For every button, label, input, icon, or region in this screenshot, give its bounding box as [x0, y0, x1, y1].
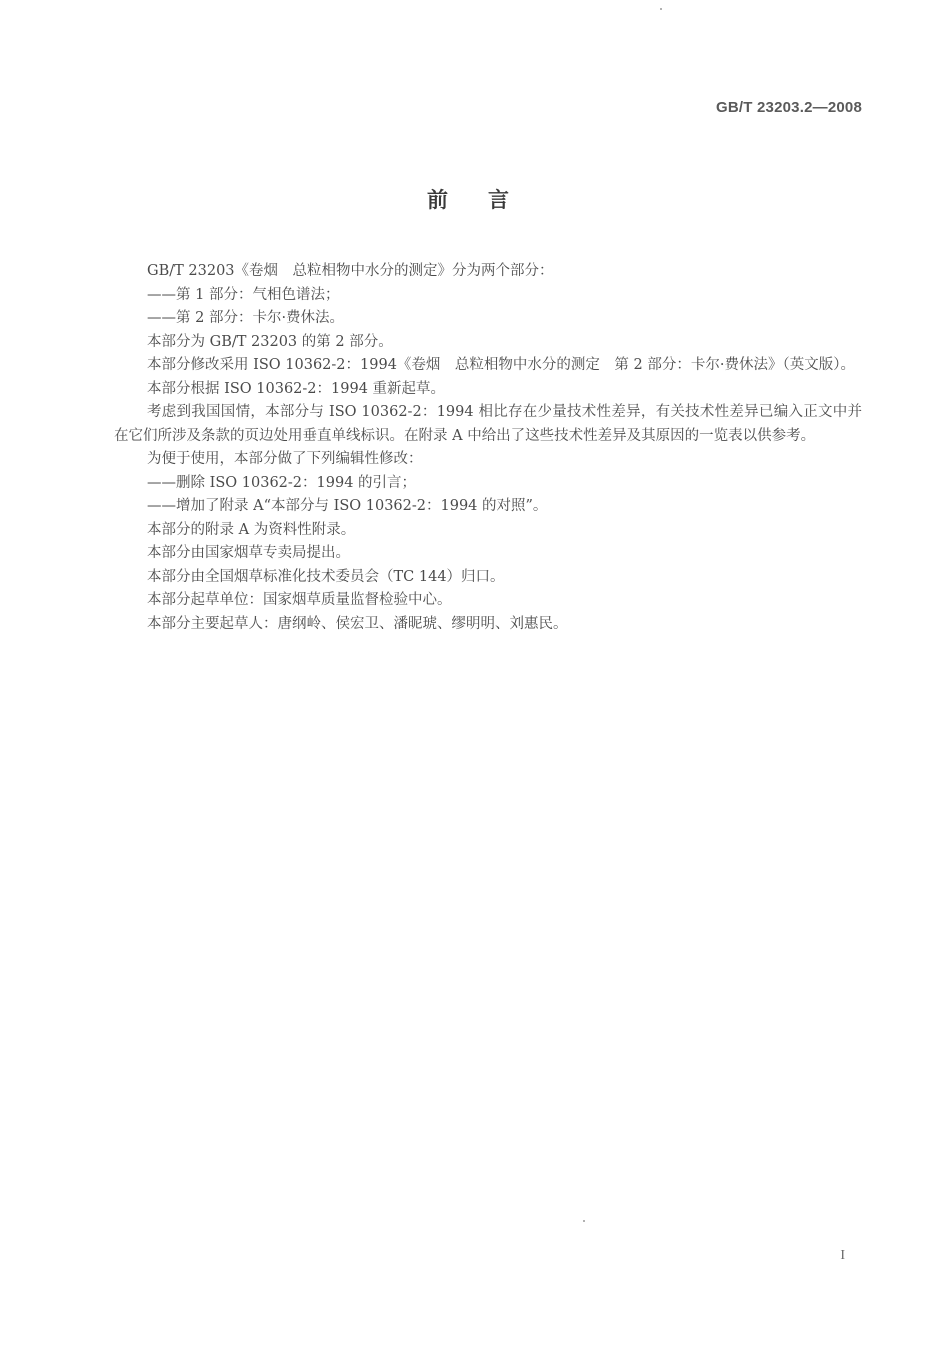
- paragraph: 本部分的附录 A 为资料性附录。: [147, 521, 356, 538]
- foreword-body: [114, 260, 862, 636]
- paragraph: 本部分根据 ISO 10362-2：1994 重新起草。: [147, 380, 446, 397]
- paragraph: 本部分由国家烟草专卖局提出。: [147, 545, 350, 561]
- list-item: ——增加了附录 A“本部分与 ISO 10362-2：1994 的对照”。: [147, 498, 548, 514]
- page-title: 前言: [427, 188, 549, 212]
- paragraph: 为便于使用，本部分做了下列编辑性修改：: [147, 451, 423, 467]
- page-number: I: [840, 1248, 845, 1263]
- list-item: ——删除 ISO 10362-2：1994 的引言；: [147, 474, 417, 491]
- paragraph: GB/T 23203《卷烟 总粒相物中水分的测定》分为两个部分：: [147, 263, 554, 279]
- paragraph: 本部分起草单位：国家烟草质量监督检验中心。: [147, 592, 452, 608]
- paragraph: 本部分修改采用 ISO 10362-2：1994《卷烟 总粒相物中水分的测定 第 2 部分：卡尔·费休法》（英文版）。: [147, 357, 855, 373]
- list-item: ——第 1 部分：气相色谱法；: [147, 286, 340, 303]
- paragraph: 本部分由全国烟草标准化技术委员会（TC 144）归口。: [147, 568, 505, 585]
- paragraph: 本部分为 GB/T 23203 的第 2 部分。: [147, 333, 393, 350]
- scan-speck: [583, 1220, 585, 1222]
- list-item: ——第 2 部分：卡尔·费休法。: [147, 310, 345, 326]
- scan-speck: [660, 8, 662, 10]
- paragraph: 本部分主要起草人：唐纲岭、侯宏卫、潘昵琥、缪明明、刘惠民。: [147, 615, 568, 632]
- paragraph: 考虑到我国国情，本部分与 ISO 10362-2：1994 相比存在少量技术性差异，有关技术性差异已编入正文中并在它们所涉及条款的页边处用垂直单线标识。在附录 A 中给出了这些技术性差异及其原因的一览表以供参考。: [114, 404, 862, 444]
- standard-number: GB/T 23203.2—2008: [716, 99, 862, 116]
